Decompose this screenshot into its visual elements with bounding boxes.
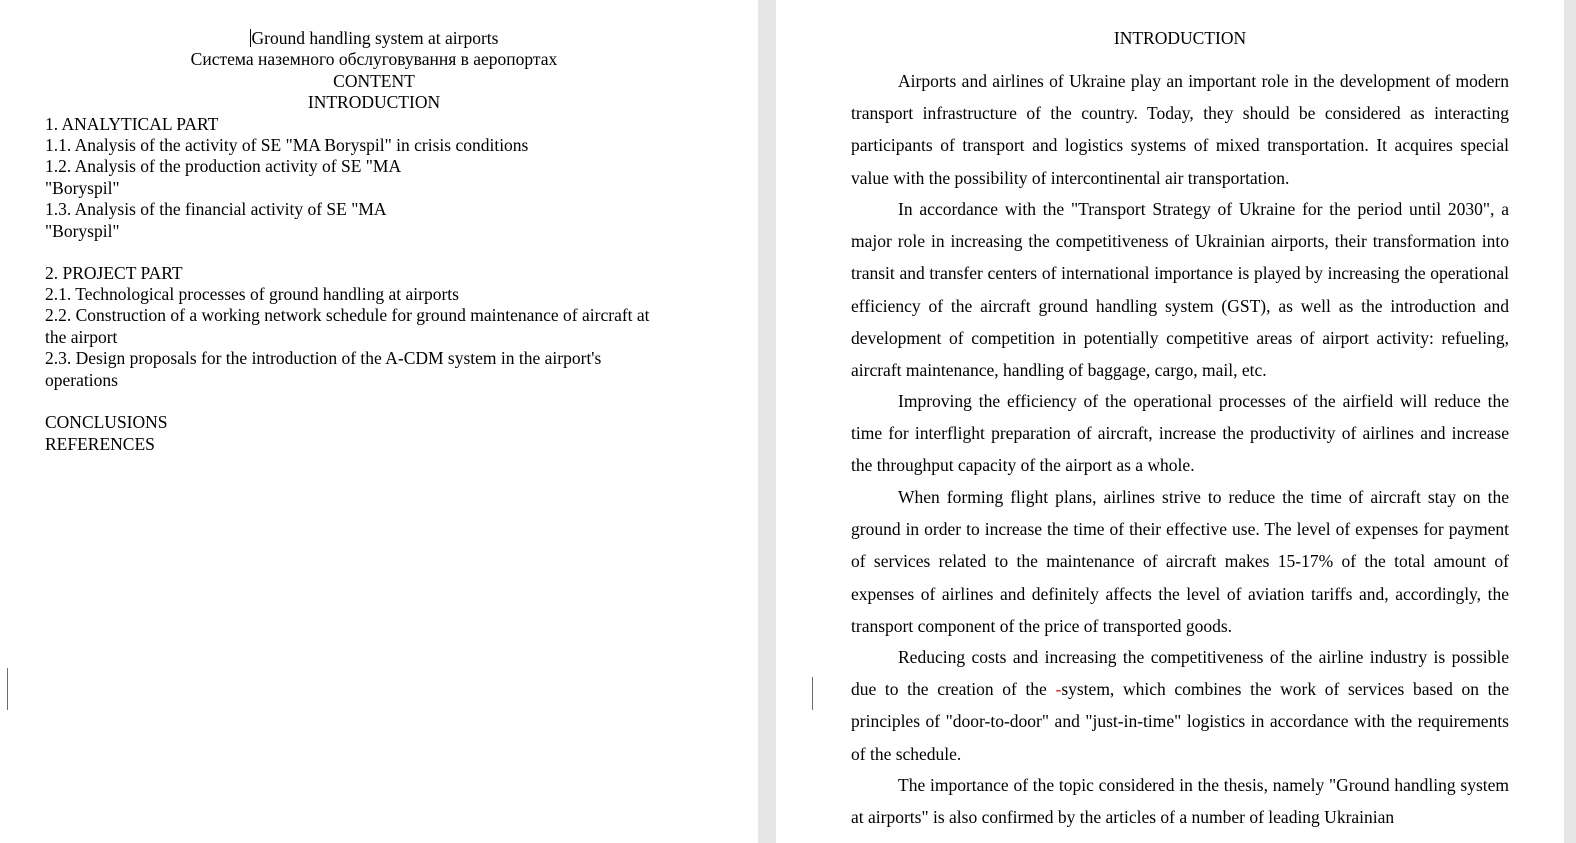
toc-item-2-2-cont: the airport [45,327,118,347]
toc-item-2-3-cont: operations [45,370,118,390]
intro-paragraph-3: Improving the efficiency of the operational processes of the airfield will reduce the time for interflight preparation of aircraft, increase the productivity of airlines and increase the throughput capacity of the airport as a whole. [851,391,1509,476]
change-bar [812,677,813,710]
toc-item-1-2: 1.2. Analysis of the production activity of SE "MA [45,156,402,176]
document-title-en: Ground handling system at airports [251,28,499,48]
toc-item-1-3-cont: "Boryspil" [45,221,120,241]
toc-item-project-part: 2. PROJECT PART [45,263,183,283]
change-bar [7,668,8,710]
intro-paragraph-6: The importance of the topic considered in the thesis, namely "Ground handling system at airports" is also confirmed by the articles of a number of leading Ukrainian [851,775,1509,828]
intro-paragraph-4: When forming flight plans, airlines strive to reduce the time of aircraft stay on the ground in order to increase the time of their effective use. The level of expenses for payment of services related to the maintenance of aircraft makes 15-17% of the total amount of expenses of airlines and definitely affects the level of aviation tariffs and, accordingly, the transport component of the price of transported goods. [851,487,1509,636]
toc-item-2-1: 2.1. Technological processes of ground handling at airports [45,284,459,304]
toc-item-2-2: 2.2. Construction of a working network schedule for ground maintenance of aircraft at [45,305,650,325]
workspace-edge [1564,0,1576,843]
document-title-ua: Система наземного обслуговування в аеропортах [190,49,558,69]
introduction-page-heading: INTRODUCTION [1113,28,1247,48]
intro-paragraph-5: Reducing costs and increasing the competitiveness of the airline industry is possible due to the creation of the -system, which combines the work of services based on the principles of "door-to-door" and "just-in-time" logistics in accordance with the requirements of the schedule. [851,647,1509,764]
introduction-heading: INTRODUCTION [307,92,441,112]
text-cursor [250,29,251,47]
toc-item-2-3: 2.3. Design proposals for the introduction of the A-CDM system in the airport's [45,348,602,368]
toc-item-analytical-part: 1. ANALYTICAL PART [45,114,219,134]
toc-item-1-2-cont: "Boryspil" [45,178,120,198]
toc-item-1-3: 1.3. Analysis of the financial activity of SE "MA [45,199,387,219]
document-page-left[interactable] [0,0,758,843]
revision-mark: - [1055,679,1062,700]
toc-item-references: REFERENCES [45,434,155,454]
toc-item-conclusions: CONCLUSIONS [45,412,168,432]
intro-paragraph-2: In accordance with the "Transport Strategy of Ukraine for the period until 2030", a major role in increasing the competitiveness of Ukrainian airports, their transformation into transit and transfer centers of international importance is played by increasing the operational efficiency of the aircraft ground handling system (GST), as well as the introduction and development of competition in potentially competitive areas of airport activity: refueling, aircraft maintenance, handling of baggage, cargo, mail, etc. [851,199,1509,381]
intro-paragraph-1: Airports and airlines of Ukraine play an important role in the development of modern transport infrastructure of the country. Today, they should be considered as interacting participants of transport and logistics systems of mixed transportation. It acquires special value with the possibility of intercontinental air transportation. [851,71,1509,188]
content-heading: CONTENT [333,71,415,91]
toc-item-1-1: 1.1. Analysis of the activity of SE "MA Boryspil" in crisis conditions [45,135,529,155]
document-page-right[interactable] [776,0,1564,843]
